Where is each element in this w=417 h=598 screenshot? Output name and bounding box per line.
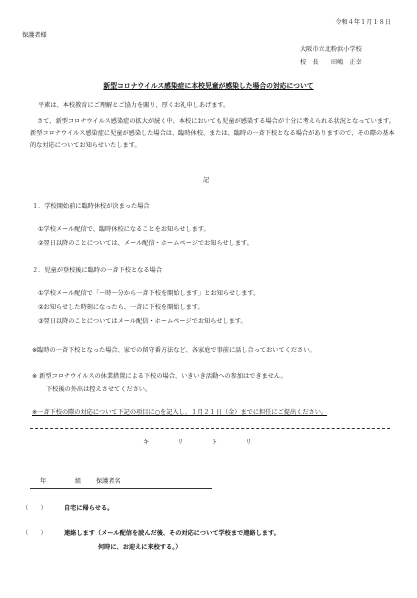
section-2-heading: ２．児童が登校後に臨時の一斉下校となる場合 — [32, 267, 162, 274]
section-2-item-3: ③翌日以降のことについてはメール配信・ホームページでお知らせします。 — [38, 318, 247, 325]
note-2: ※ 新型コロナウイルスの休業措置による下校の場合、いきいき活動への参加はできません。 — [32, 373, 287, 380]
school-name: 大阪市立北粉浜小学校 — [300, 46, 362, 53]
section-1-item-1: ①学校メール配信で、臨時休校になることをお知らせします。 — [38, 226, 210, 233]
guardian-name-line — [30, 488, 212, 489]
ki-heading: 記 — [203, 177, 210, 184]
section-1-item-2: ②翌日以降のことについては、メール配信・ホームページでお知らせします。 — [38, 240, 253, 247]
grade-label: 年 — [40, 478, 47, 485]
note-3: ※一斉下校の際の対応について下記の項目に○を記入し、１月２１日（金）までに担任にご提出ください。 — [32, 409, 328, 416]
recipient: 保護者様 — [22, 32, 47, 39]
guardian-label: 保護者名 — [96, 478, 121, 485]
note-2-continued: 下校後の外出は控えさせてください。 — [46, 386, 152, 393]
class-label: 組 — [75, 478, 82, 485]
cut-line — [30, 428, 390, 429]
option-2-label-continued: 何時に、お迎えに来校する。） — [98, 544, 182, 551]
section-1-heading: １．学校開始前に臨時休校が決まった場合 — [32, 203, 150, 210]
note-1: ※臨時の一斉下校となった場合、家での留守番方法など、各家庭で事前に話し合っておいてください。 — [32, 347, 316, 354]
option-2-label: 連絡します（メール配信を読んだ後、その対応について学校まで連絡します。 — [64, 530, 280, 537]
option-2-checkbox[interactable]: （ ） — [22, 530, 47, 537]
cut-line-label: キリトリ — [143, 439, 280, 446]
section-2-item-2: ②お知らせした時刻になったら、一斉に下校を開始します。 — [38, 304, 204, 311]
option-1-checkbox[interactable]: （ ） — [22, 505, 47, 512]
section-2-item-1: ①学校メール配信で「〜時〜分から一斉下校を開始します」とお知らせします。 — [38, 290, 260, 297]
principal-name: 校 長 田嶋 正幸 — [300, 59, 362, 66]
document-title: 新型コロナウイルス感染症に本校児童が感染した場合の対応について — [103, 82, 314, 90]
option-1-label: 自宅に帰らせる。 — [64, 505, 114, 512]
intro-paragraph-2: さて、新型コロナウイルス感染症の拡大が続く中、本校においても児童が感染する場合が十分に考えられる状況となっています。新型コロナウイルス感染症に児童が感染した場合は、臨時休校、または、臨時の一斉下校となる場合がありますので、その際の基本的な対応についてお知らせいたします。 — [30, 118, 395, 149]
intro-paragraph-1: 平素は、本校教育にご理解とご協力を賜り、厚くお礼申しあげます。 — [38, 102, 230, 109]
date: 令和４年１月１８日 — [335, 19, 391, 26]
